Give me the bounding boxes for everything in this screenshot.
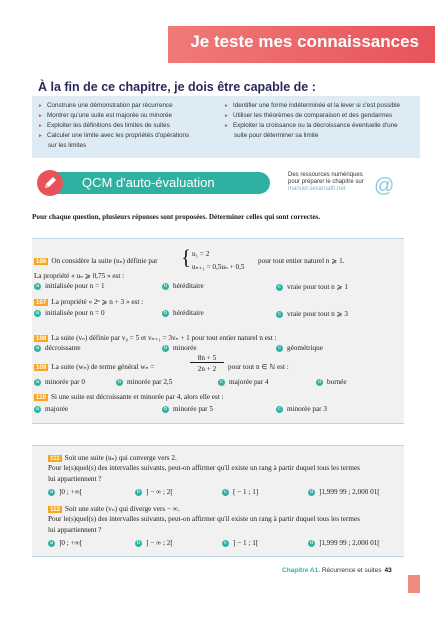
option-b[interactable]: b minorée [163,344,197,352]
fraction-denominator: 2n + 2 [197,365,217,373]
question-111-line-2: Pour le(s)quel(s) des intervalles suivants, peut-on affirmer qu'il existe un rang à partir duquel tous les termes [48,464,360,472]
goals-box [32,96,420,158]
goal-item: ► Montrer qu'une suite est majorée ou minorée [38,112,173,119]
option-d[interactable]: d ]1,999 99 ; 2,000 01[ [309,488,380,496]
option-c[interactable]: c ] − 1 ; 1[ [222,539,258,547]
goal-item: ► Exploiter les définitions des limites de suites [38,122,170,129]
option-c[interactable]: c vraie pour tout n ⩾ 1 [276,282,348,291]
goal-item-cont: suite pour déterminer sa limite [234,132,319,139]
page-tab [408,575,420,593]
option-d[interactable]: d bornée [317,378,347,386]
option-a[interactable]: a ]0 ; +∞[ [49,488,83,496]
option-b[interactable]: b minorée par 2,5 [117,378,173,386]
option-c[interactable]: c vraie pour tout n ⩾ 3 [276,309,348,318]
question-112-line-2: Pour le(s)quel(s) des intervalles suivants, peut-on affirmer qu'il existe un rang à partir duquel tous les termes [48,515,360,523]
question-108: 108 La suite (vₙ) définie par v₀ = 5 et vₙ₊₁ = 3vₙ + 1 pour tout entier naturel n est : [36,334,277,342]
option-a[interactable]: a majorée [35,405,69,413]
option-c[interactable]: c géométrique [276,344,323,352]
question-112: 112 Soit une suite (vₙ) qui diverge vers − ∞. [50,505,180,513]
question-110: 110 Si une suite est décroissante et minorée par 4, alors elle est : [36,393,224,401]
option-a[interactable]: a décroissante [35,344,81,352]
at-icon: @ [374,175,395,197]
question-112-line-3: lui appartiennent ? [48,526,102,534]
question-107: 107 La propriété « 2ⁿ ⩾ n + 3 » est : [36,298,144,306]
goal-item: ► Calculer une limite avec les propriétés d'opérations [38,132,190,139]
system-line-1: u₁ = 2 [192,250,210,258]
goal-item: ► Identifier une forme indéterminée et la lever si c'est possible [224,102,401,109]
option-a[interactable]: a ]0 ; +∞[ [49,539,83,547]
bullet-icon: ► [38,113,43,119]
question-106-prop: La propriété « uₙ ⩾ 0,75 » est : [34,272,125,280]
bullet-icon: ► [224,103,229,109]
option-d[interactable]: d ]1,999 99 ; 2,000 01[ [309,539,380,547]
pencil-icon [37,170,63,196]
goal-item-cont: sur les limites [48,142,87,149]
option-a[interactable]: a initialisée pour n = 1 [35,282,105,290]
bullet-icon: ► [38,103,43,109]
bullet-icon: ► [224,123,229,129]
option-c[interactable]: c [ − 1 ; 1] [222,488,258,496]
option-b[interactable]: b ] − ∞ ; 2[ [136,539,173,547]
question-109-end: pour tout n ∈ ℕ est : [228,363,289,371]
question-109: 109 La suite (wₙ) de terme général wₙ = [36,363,155,371]
question-106-end: pour tout entier naturel n ⩾ 1. [258,257,345,265]
question-111: 111 Soit une suite (uₙ) qui converge vers 2. [50,454,177,462]
question-111-line-3: lui appartiennent ? [48,475,102,483]
footer-chapter: Chapitre A1. [282,567,321,574]
banner-title: Je teste mes connaissances [190,32,419,51]
option-c[interactable]: c minorée par 3 [276,405,327,413]
qcm-header [38,172,270,194]
bullet-icon: ► [224,113,229,119]
bullet-icon: ► [38,133,43,139]
page-footer [282,567,392,574]
option-b[interactable]: b héréditaire [163,309,204,317]
bullet-icon: ► [38,123,43,129]
goal-item: ► Construire une démonstration par récurrence [38,102,173,109]
system-brace: { [181,245,192,269]
system-line-2: uₙ₊₁ = 0,5uₙ + 0,5 [192,263,245,271]
page-banner [168,26,435,63]
option-b[interactable]: b ] − ∞ ; 2[ [136,488,173,496]
goals-heading: À la fin de ce chapitre, je dois être capable de : [38,80,316,94]
option-b[interactable]: b minorée par 5 [163,405,213,413]
qcm-title: QCM d'auto-évaluation [82,175,215,190]
option-a[interactable]: a initialisée pour n = 0 [35,309,105,317]
resources-note: Des ressources numériques pour préparer le chapitre sur manuel.sesamath.net [288,172,364,193]
qcm-block-1 [32,238,404,424]
option-b[interactable]: b héréditaire [163,282,204,290]
footer-title: Récurrence et suites [321,567,382,574]
goal-item: ► Exploiter la croissance ou la décroissance éventuelle d'une [224,122,398,129]
qcm-block-2 [32,445,404,557]
fraction-numerator: 8n + 5 [190,354,224,363]
option-a[interactable]: a minorée par 0 [35,378,85,386]
instructions: Pour chaque question, plusieurs réponses sont proposées. Déterminer celles qui sont correctes. [32,213,321,221]
resources-link[interactable]: manuel.sesamath.net [288,186,346,193]
option-c[interactable]: c majorée par 4 [218,378,269,386]
question-106: 106 On considère la suite (uₙ) définie par [36,257,158,265]
goal-item: ► Utiliser les théorèmes de comparaison et des gendarmes [224,112,393,119]
page-number: 43 [384,567,392,574]
